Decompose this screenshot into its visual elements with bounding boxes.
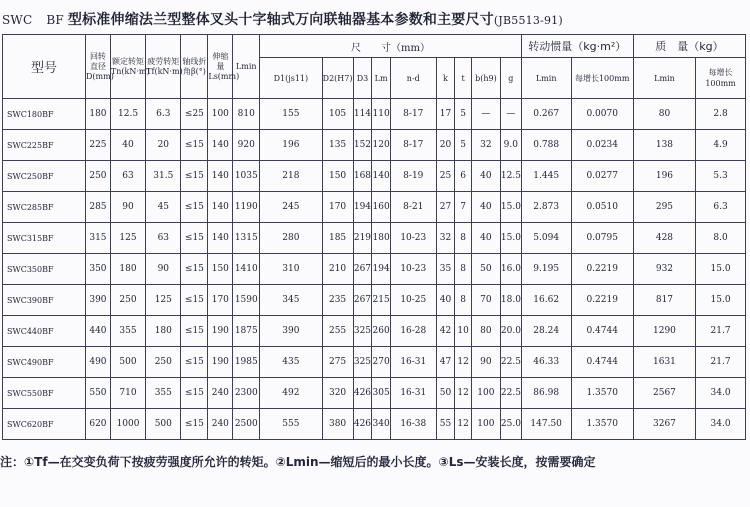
table-cell: 50 bbox=[471, 254, 500, 285]
table-cell: 194 bbox=[372, 254, 391, 285]
table-row bbox=[3, 192, 746, 223]
model-cell: SWC180BF bbox=[3, 99, 86, 130]
table-cell: 12 bbox=[455, 409, 472, 440]
table-cell: 34.0 bbox=[696, 378, 746, 409]
table-cell: 0.0277 bbox=[571, 161, 633, 192]
table-cell: 0.0234 bbox=[571, 130, 633, 161]
table-cell: 80 bbox=[633, 99, 695, 130]
table-cell: 63 bbox=[146, 223, 181, 254]
table-cell: 8-17 bbox=[390, 99, 436, 130]
table-cell: 817 bbox=[633, 285, 695, 316]
table-cell: 180 bbox=[372, 223, 391, 254]
table-cell: 190 bbox=[208, 347, 233, 378]
table-cell: 12.5 bbox=[500, 161, 521, 192]
table-cell: ≤15 bbox=[181, 161, 208, 192]
table-cell: 1190 bbox=[233, 192, 260, 223]
header-col-d: 回转直径D(mm) bbox=[86, 35, 111, 99]
model-cell: SWC390BF bbox=[3, 285, 86, 316]
table-cell: 16.62 bbox=[521, 285, 571, 316]
table-row bbox=[3, 254, 746, 285]
table-cell: 210 bbox=[322, 254, 353, 285]
table-cell: 22.5 bbox=[500, 347, 521, 378]
header-col-d1: D1(js11) bbox=[260, 58, 322, 99]
header-col-inertia-lmin: Lmin bbox=[521, 58, 571, 99]
table-cell: 45 bbox=[146, 192, 181, 223]
table-cell: 310 bbox=[260, 254, 322, 285]
table-cell: 110 bbox=[372, 99, 391, 130]
table-cell: 1875 bbox=[233, 316, 260, 347]
table-cell: 428 bbox=[633, 223, 695, 254]
header-col-ls: 伸缩量Ls(mm) bbox=[208, 35, 233, 99]
title-code-a: SWC bbox=[2, 13, 33, 27]
table-cell: 21.7 bbox=[696, 347, 746, 378]
table-cell: — bbox=[471, 99, 500, 130]
table-cell: 320 bbox=[322, 378, 353, 409]
table-cell: 9.195 bbox=[521, 254, 571, 285]
table-cell: 16-31 bbox=[390, 347, 436, 378]
table-cell: 5 bbox=[455, 99, 472, 130]
header-col-mass-per100: 每增长100mm bbox=[696, 58, 746, 99]
table-cell: 150 bbox=[208, 254, 233, 285]
table-cell: ≤15 bbox=[181, 347, 208, 378]
table-cell: 100 bbox=[471, 409, 500, 440]
table-cell: 270 bbox=[372, 347, 391, 378]
table-cell: 185 bbox=[322, 223, 353, 254]
table-cell: 215 bbox=[372, 285, 391, 316]
table-cell: 10-23 bbox=[390, 223, 436, 254]
page-title bbox=[2, 8, 748, 32]
table-row bbox=[3, 161, 746, 192]
header-model: 型号 bbox=[3, 35, 86, 99]
table-cell: 155 bbox=[260, 99, 322, 130]
table-cell: 140 bbox=[208, 161, 233, 192]
table-cell: 80 bbox=[471, 316, 500, 347]
table-cell: 90 bbox=[471, 347, 500, 378]
table-cell: 435 bbox=[260, 347, 322, 378]
table-cell: 90 bbox=[146, 254, 181, 285]
table-cell: 12.5 bbox=[110, 99, 145, 130]
table-cell: 0.2219 bbox=[571, 254, 633, 285]
table-cell: 9.0 bbox=[500, 130, 521, 161]
table-row bbox=[3, 285, 746, 316]
table-cell: 25.0 bbox=[500, 409, 521, 440]
table-cell: 2567 bbox=[633, 378, 695, 409]
table-cell: 500 bbox=[110, 347, 145, 378]
table-cell: 15.0 bbox=[696, 254, 746, 285]
table-cell: 0.4744 bbox=[571, 347, 633, 378]
table-cell: 32 bbox=[436, 223, 455, 254]
table-cell: ≤15 bbox=[181, 378, 208, 409]
title-standard: (JB5513-91) bbox=[493, 14, 563, 27]
header-col-d3: D3 bbox=[353, 58, 372, 99]
footnote: 注：①Tf—在交变负荷下按疲劳强度所允许的转矩。②Lmin—缩短后的最小长度。③Ls—安装长度，按需要确定 bbox=[0, 455, 596, 469]
model-cell: SWC440BF bbox=[3, 316, 86, 347]
table-cell: 196 bbox=[633, 161, 695, 192]
header-col-mass-lmin: Lmin bbox=[633, 58, 695, 99]
table-cell: 40 bbox=[436, 285, 455, 316]
table-cell: 20 bbox=[146, 130, 181, 161]
model-cell: SWC285BF bbox=[3, 192, 86, 223]
table-cell: 380 bbox=[322, 409, 353, 440]
table-cell: 1985 bbox=[233, 347, 260, 378]
table-cell: 810 bbox=[233, 99, 260, 130]
table-cell: 260 bbox=[372, 316, 391, 347]
table-cell: 345 bbox=[260, 285, 322, 316]
header-col-beta: 轴线折角β(°) bbox=[181, 35, 208, 99]
table-cell: 267 bbox=[353, 254, 372, 285]
table-cell: 1035 bbox=[233, 161, 260, 192]
table-cell: 8 bbox=[455, 223, 472, 254]
table-cell: 190 bbox=[208, 316, 233, 347]
table-cell: 15.0 bbox=[696, 285, 746, 316]
table-cell: 225 bbox=[86, 130, 111, 161]
table-cell: 275 bbox=[322, 347, 353, 378]
table-cell: 63 bbox=[110, 161, 145, 192]
table-cell: 2500 bbox=[233, 409, 260, 440]
table-cell: 15.0 bbox=[500, 192, 521, 223]
table-cell: 5.094 bbox=[521, 223, 571, 254]
table-cell: 20 bbox=[436, 130, 455, 161]
table-cell: 6.3 bbox=[696, 192, 746, 223]
table-cell: 325 bbox=[353, 347, 372, 378]
table-cell: 280 bbox=[260, 223, 322, 254]
table-cell: 40 bbox=[471, 161, 500, 192]
header-mass-group: 质 量（kg） bbox=[633, 35, 745, 58]
table-row bbox=[3, 378, 746, 409]
table-cell: 16-28 bbox=[390, 316, 436, 347]
table-row bbox=[3, 99, 746, 130]
table-cell: 550 bbox=[86, 378, 111, 409]
table-cell: 3267 bbox=[633, 409, 695, 440]
table-cell: 35 bbox=[436, 254, 455, 285]
table-cell: 426 bbox=[353, 409, 372, 440]
table-cell: 390 bbox=[86, 285, 111, 316]
table-cell: 219 bbox=[353, 223, 372, 254]
table-cell: 86.98 bbox=[521, 378, 571, 409]
table-cell: 31.5 bbox=[146, 161, 181, 192]
table-cell: 18.0 bbox=[500, 285, 521, 316]
table-cell: 1410 bbox=[233, 254, 260, 285]
header-col-lm: Lm bbox=[372, 58, 391, 99]
table-cell: 250 bbox=[86, 161, 111, 192]
table-cell: — bbox=[500, 99, 521, 130]
table-cell: 42 bbox=[436, 316, 455, 347]
table-cell: 0.0070 bbox=[571, 99, 633, 130]
table-row bbox=[3, 130, 746, 161]
table-row bbox=[3, 223, 746, 254]
table-cell: 27 bbox=[436, 192, 455, 223]
table-cell: 140 bbox=[208, 223, 233, 254]
model-cell: SWC315BF bbox=[3, 223, 86, 254]
table-cell: 426 bbox=[353, 378, 372, 409]
title-main: 型标准伸缩法兰型整体叉头十字轴式万向联轴器基本参数和主要尺寸 bbox=[67, 12, 494, 28]
table-cell: ≤15 bbox=[181, 316, 208, 347]
table-cell: 4.9 bbox=[696, 130, 746, 161]
table-cell: 218 bbox=[260, 161, 322, 192]
table-cell: 305 bbox=[372, 378, 391, 409]
table-cell: 1.445 bbox=[521, 161, 571, 192]
model-cell: SWC550BF bbox=[3, 378, 86, 409]
table-cell: 340 bbox=[372, 409, 391, 440]
table-cell: ≤15 bbox=[181, 285, 208, 316]
table-cell: 350 bbox=[86, 254, 111, 285]
table-cell: 555 bbox=[260, 409, 322, 440]
table-cell: 147.50 bbox=[521, 409, 571, 440]
table-cell: 194 bbox=[353, 192, 372, 223]
model-cell: SWC250BF bbox=[3, 161, 86, 192]
table-cell: 16-38 bbox=[390, 409, 436, 440]
table-cell: 0.4744 bbox=[571, 316, 633, 347]
header-inertia-group: 转动惯量（kg·m²） bbox=[521, 35, 633, 58]
table-cell: 2.873 bbox=[521, 192, 571, 223]
table-cell: 10-23 bbox=[390, 254, 436, 285]
table-row bbox=[3, 316, 746, 347]
table-cell: 0.267 bbox=[521, 99, 571, 130]
table-cell: 34.0 bbox=[696, 409, 746, 440]
table-cell: 285 bbox=[86, 192, 111, 223]
table-cell: 240 bbox=[208, 409, 233, 440]
table-cell: 440 bbox=[86, 316, 111, 347]
table-cell: 620 bbox=[86, 409, 111, 440]
table-cell: 90 bbox=[110, 192, 145, 223]
table-cell: 55 bbox=[436, 409, 455, 440]
table-cell: 28.24 bbox=[521, 316, 571, 347]
table-cell: 492 bbox=[260, 378, 322, 409]
table-cell: 140 bbox=[372, 161, 391, 192]
table-cell: 5.3 bbox=[696, 161, 746, 192]
table-cell: 490 bbox=[86, 347, 111, 378]
table-cell: 10-25 bbox=[390, 285, 436, 316]
header-col-k: k bbox=[436, 58, 455, 99]
table-cell: 8-19 bbox=[390, 161, 436, 192]
table-cell: 710 bbox=[110, 378, 145, 409]
table-cell: 390 bbox=[260, 316, 322, 347]
table-cell: 1631 bbox=[633, 347, 695, 378]
table-cell: 10 bbox=[455, 316, 472, 347]
table-cell: 0.2219 bbox=[571, 285, 633, 316]
model-cell: SWC350BF bbox=[3, 254, 86, 285]
table-cell: 15.0 bbox=[500, 223, 521, 254]
table-cell: 25 bbox=[436, 161, 455, 192]
table-cell: 240 bbox=[208, 378, 233, 409]
table-cell: 140 bbox=[208, 192, 233, 223]
table-cell: 100 bbox=[208, 99, 233, 130]
table-cell: ≤25 bbox=[181, 99, 208, 130]
table-cell: 8-21 bbox=[390, 192, 436, 223]
table-cell: 2300 bbox=[233, 378, 260, 409]
table-cell: 295 bbox=[633, 192, 695, 223]
header-col-g: g bbox=[500, 58, 521, 99]
table-cell: 100 bbox=[471, 378, 500, 409]
model-cell: SWC225BF bbox=[3, 130, 86, 161]
table-cell: 1315 bbox=[233, 223, 260, 254]
table-cell: 12 bbox=[455, 347, 472, 378]
table-cell: 32 bbox=[471, 130, 500, 161]
table-cell: 2.8 bbox=[696, 99, 746, 130]
model-cell: SWC620BF bbox=[3, 409, 86, 440]
parameter-table bbox=[2, 34, 746, 440]
table-cell: 1290 bbox=[633, 316, 695, 347]
table-cell: 920 bbox=[233, 130, 260, 161]
header-col-nd: n-d bbox=[390, 58, 436, 99]
header-col-tn: 额定转矩Tn(kN·m) bbox=[110, 35, 145, 99]
table-cell: 70 bbox=[471, 285, 500, 316]
table-cell: 1.3570 bbox=[571, 409, 633, 440]
table-cell: 1.3570 bbox=[571, 378, 633, 409]
header-col-d2: D2(H7) bbox=[322, 58, 353, 99]
table-cell: 7 bbox=[455, 192, 472, 223]
table-cell: 6 bbox=[455, 161, 472, 192]
table-cell: 325 bbox=[353, 316, 372, 347]
table-cell: 46.33 bbox=[521, 347, 571, 378]
table-cell: 196 bbox=[260, 130, 322, 161]
table-cell: 235 bbox=[322, 285, 353, 316]
table-cell: 105 bbox=[322, 99, 353, 130]
table-cell: 16-31 bbox=[390, 378, 436, 409]
table-row bbox=[3, 409, 746, 440]
table-cell: 180 bbox=[86, 99, 111, 130]
table-cell: 21.7 bbox=[696, 316, 746, 347]
table-cell: 168 bbox=[353, 161, 372, 192]
title-code-b: BF bbox=[46, 13, 64, 27]
table-cell: 5 bbox=[455, 130, 472, 161]
table-cell: 20.0 bbox=[500, 316, 521, 347]
table-cell: 6.3 bbox=[146, 99, 181, 130]
table-cell: 40 bbox=[110, 130, 145, 161]
table-cell: 0.788 bbox=[521, 130, 571, 161]
header-col-tf: 疲劳转矩Tf(kN·m) bbox=[146, 35, 181, 99]
table-cell: 16.0 bbox=[500, 254, 521, 285]
table-cell: 138 bbox=[633, 130, 695, 161]
table-cell: 8-17 bbox=[390, 130, 436, 161]
table-cell: 932 bbox=[633, 254, 695, 285]
table-cell: 180 bbox=[110, 254, 145, 285]
table-cell: 500 bbox=[146, 409, 181, 440]
table-cell: 120 bbox=[372, 130, 391, 161]
table-cell: 250 bbox=[146, 347, 181, 378]
model-cell: SWC490BF bbox=[3, 347, 86, 378]
table-cell: 140 bbox=[208, 130, 233, 161]
table-cell: 114 bbox=[353, 99, 372, 130]
table-cell: ≤15 bbox=[181, 192, 208, 223]
table-cell: ≤15 bbox=[181, 223, 208, 254]
table-cell: ≤15 bbox=[181, 254, 208, 285]
table-cell: 47 bbox=[436, 347, 455, 378]
table-cell: 125 bbox=[110, 223, 145, 254]
table-cell: 245 bbox=[260, 192, 322, 223]
table-cell: 0.0510 bbox=[571, 192, 633, 223]
table-cell: 12 bbox=[455, 378, 472, 409]
table-cell: 170 bbox=[208, 285, 233, 316]
table-cell: 17 bbox=[436, 99, 455, 130]
table-cell: 22.5 bbox=[500, 378, 521, 409]
table-cell: 170 bbox=[322, 192, 353, 223]
table-cell: 40 bbox=[471, 223, 500, 254]
header-col-b: b(h9) bbox=[471, 58, 500, 99]
table-cell: ≤15 bbox=[181, 130, 208, 161]
table-cell: 267 bbox=[353, 285, 372, 316]
table-cell: 8 bbox=[455, 285, 472, 316]
table-cell: 315 bbox=[86, 223, 111, 254]
table-cell: ≤15 bbox=[181, 409, 208, 440]
table-cell: 8.0 bbox=[696, 223, 746, 254]
table-cell: 150 bbox=[322, 161, 353, 192]
table-cell: 8 bbox=[455, 254, 472, 285]
table-cell: 135 bbox=[322, 130, 353, 161]
table-cell: 250 bbox=[110, 285, 145, 316]
table-cell: 180 bbox=[146, 316, 181, 347]
header-col-t: t bbox=[455, 58, 472, 99]
header-dimension-group: 尺 寸（mm） bbox=[260, 35, 522, 58]
table-cell: 355 bbox=[146, 378, 181, 409]
table-row bbox=[3, 347, 746, 378]
table-cell: 40 bbox=[471, 192, 500, 223]
table-cell: 152 bbox=[353, 130, 372, 161]
table-cell: 125 bbox=[146, 285, 181, 316]
table-cell: 255 bbox=[322, 316, 353, 347]
table-cell: 50 bbox=[436, 378, 455, 409]
header-col-inertia-per100: 每增长100mm bbox=[571, 58, 633, 99]
table-body bbox=[3, 99, 746, 440]
header-col-lmin: Lmin bbox=[233, 35, 260, 99]
table-cell: 1590 bbox=[233, 285, 260, 316]
table-cell: 355 bbox=[110, 316, 145, 347]
table-cell: 160 bbox=[372, 192, 391, 223]
table-cell: 1000 bbox=[110, 409, 145, 440]
table-cell: 0.0795 bbox=[571, 223, 633, 254]
